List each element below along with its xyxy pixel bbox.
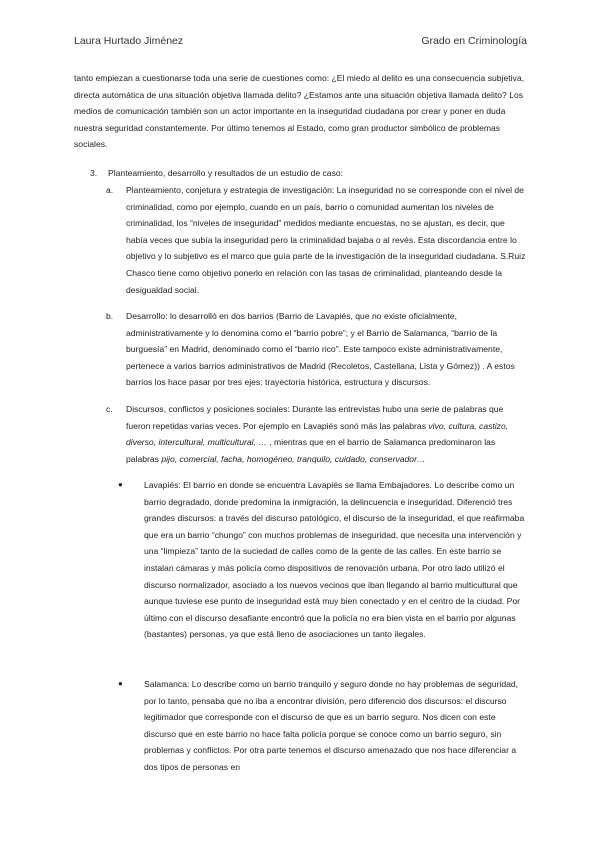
bullet-lavapies: [118, 477, 526, 643]
item-marker: b.: [106, 311, 114, 321]
intro-text: tanto empiezan a cuestionarse toda una serie de cuestiones como: ¿El miedo al delito es una consecuencia subjetiva, directa automática de una situación objetiva llamada delito? ¿Estamos ante una situación objetiva llamada delito? Los medios de comunicación también son un actor importante en la inseguridad ciudadana por crear y poner en duda nuestra seguridad constantemente. Por último tenemos al Estado, como gran productor simbólico de problemas sociales.: [74, 73, 525, 150]
list-item-c: [106, 401, 526, 467]
item-marker: a.: [106, 185, 114, 195]
bullet-icon: ●: [118, 679, 123, 688]
bullet-text: Salamanca: Lo describe como un barrio tranquilo y seguro donde no hay problemas de seguridad, por lo tanto, pensaba que no iba a encontrar división, pero diferenció dos discursos: el discurso legitimador que corresponde con el discurso de que es un barrio seguro. Nos dicen con este discurso que en este barrio no hace falta policía porque se conoce como un barrio seguro, sin problemas y conflictos. Por otra parte tenemos el discurso amenazado que nos hace diferenciar a dos tipos de personas en: [144, 679, 519, 772]
bullet-salamanca: [118, 676, 526, 776]
section-number: 3.: [90, 168, 98, 178]
bullet-icon: ●: [118, 480, 123, 489]
header-author: Laura Hurtado Jiménez: [74, 35, 184, 47]
item-text: Planteamiento, conjetura y estrategia de investigación: La inseguridad no se corresponde con el nivel de criminalidad, como por ejemplo, cuando en un país, barrio o comunidad aumentan los niveles de criminalidad, los “niveles de inseguridad” medidos mediante encuestas, no se ajustan, es decir, que había veces que subía la inseguridad pero la criminalidad bajaba o al revés. Esta discordancia entre lo objetivo y lo subjetivo es el marco que guía parte de la investigación de la inseguridad ciudadana. S.Ruiz Chasco tiene como objetivo ponerlo en relación con las tasas de criminalidad, planteando desde la desigualdad social.: [126, 185, 526, 295]
item-text: [126, 401, 526, 467]
words-lavapies: vivo, cultura, castizo, diverso, intercultural, multicultural, …: [126, 420, 509, 448]
section-title: Planteamiento, desarrollo y resultados de un estudio de caso:: [108, 168, 344, 178]
list-item-b: [106, 308, 526, 391]
header-degree: Grado en Criminología: [421, 35, 527, 47]
item-text-middle: , mientras que en el barrio de Salamanca predominaron las palabras: [126, 437, 496, 464]
item-text: Desarrollo: lo desarrolló en dos barrios (Barrio de Lavapiés, que no existe oficialmente, administrativamente y lo denomina como el “barrio pobre”; y el Barrio de Salamanca, “barrio de la burguesía” en Madrid, denominado como el “barrio rico”. Este tampoco existe administrativamente, pertenece a varios barrios administrativos de Madrid (Recoletos, Castellana, Lista y Gómez)) . A estos barrios los hace pasar por tres ejes: trayectoria histórica, estructura y discursos.: [126, 311, 515, 388]
item-text-before: Discursos, conflictos y posiciones sociales: Durante las entrevistas hubo una serie de palabras que fueron repetidas varias veces. Por ejemplo en Lavapiés sonó más las palabras: [126, 404, 504, 431]
item-marker: c.: [106, 404, 113, 414]
list-item-a: [106, 182, 526, 298]
intro-paragraph: [74, 70, 526, 153]
words-salamanca: pijo, comercial, facha, homogéneo, tranquilo, cuidado, conservador…: [161, 453, 426, 464]
bullet-text: Lavapiés: El barrio en donde se encuentra Lavapiés se llama Embajadores. Lo describe como un barrio degradado, donde predomina la inmigración, la delincuencia e inseguridad. Diferenció tres grandes discursos: a través del discurso patológico, el discurso de la inseguridad, el que reafirmaba que era un barrio “chungo” con muchos problemas de inseguridad, que necesita una intervención y una “limpieza” tanto de la suciedad de calles como de la gente de las calles. En este barrio se instalan cámaras y más policía como dispositivos de renovación urbana. Por otro lado utilizó el discurso normalizador, asociado a los nuevos vecinos que iban llegando al barrio multicultural que aunque tuviese ese punto de inseguridad está muy bien conectado y en el centro de la ciudad. Por último con el discurso desafiante encontró que la policía no era bien vista en el barrio por algunas (bastantes) personas, ya que está lleno de asociaciones un tanto ilegales.: [144, 480, 525, 640]
